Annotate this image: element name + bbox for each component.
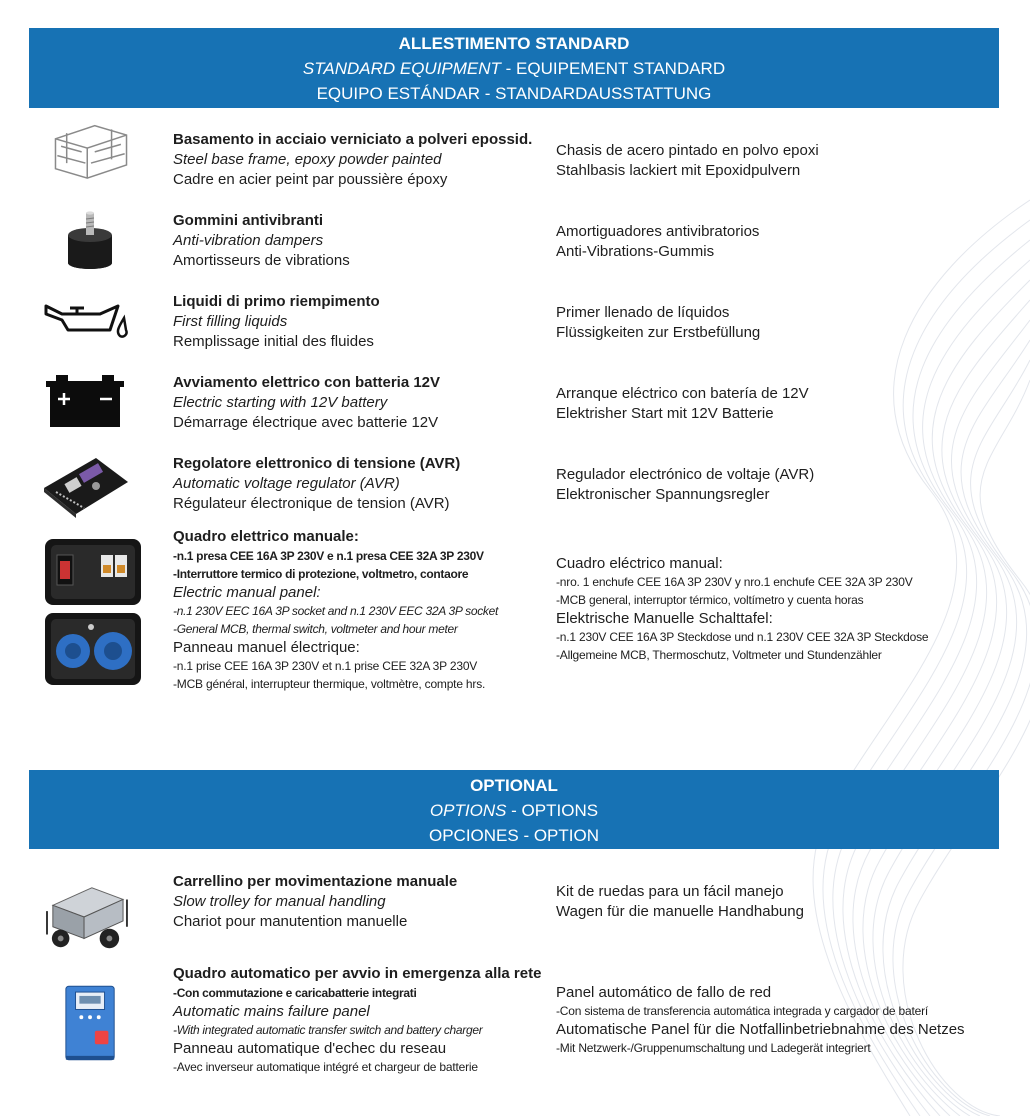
item-label-it: Avviamento elettrico con batteria 12V <box>173 374 441 391</box>
amf-title-fr: Panneau automatique d'echec du reseau <box>173 1040 447 1057</box>
item-label-it: Carrellino per movimentazione manuale <box>173 873 458 890</box>
amf-sub-de: -Mit Netzwerk-/Gruppenumschaltung und Ladegerät integriert <box>556 1041 871 1055</box>
panel-line-de-2: -Allgemeine MCB, Thermoschutz, Voltmeter und Stundenzähler <box>556 648 882 662</box>
item-label-es: Arranque eléctrico con batería de 12V <box>556 385 809 402</box>
steel-frame-icon <box>48 115 134 185</box>
item-label-es: Kit de ruedas para un fácil manejo <box>556 883 784 900</box>
amf-title-en: Automatic mains failure panel <box>173 1003 370 1020</box>
item-label-es: Primer llenado de líquidos <box>556 304 730 321</box>
panel-line-es-1: -nro. 1 enchufe CEE 16A 3P 230V y nro.1 enchufe CEE 32A 3P 230V <box>556 575 913 589</box>
banner-subtitle-2: EQUIPO ESTÁNDAR - STANDARDAUSSTATTUNG <box>316 84 712 103</box>
banner-subtitle-1: OPTIONS - OPTIONS <box>429 801 599 820</box>
panel-title-it: Quadro elettrico manuale: <box>173 528 359 545</box>
item-label-en: Slow trolley for manual handling <box>173 893 386 910</box>
item-label-de: Stahlbasis lackiert mit Epoxidpulvern <box>556 162 801 179</box>
item-label-es: Regulador electrónico de voltaje (AVR) <box>556 466 815 483</box>
item-label-fr: Cadre en acier peint par poussière époxy <box>173 171 448 188</box>
manual-panel-icon <box>43 537 143 687</box>
amf-sub-en: -With integrated automatic transfer switch and battery charger <box>173 1023 483 1037</box>
standard-equipment-banner <box>29 28 999 108</box>
banner-title: OPTIONAL <box>470 776 558 795</box>
panel-title-de: Elektrische Manuelle Schalttafel: <box>556 610 773 627</box>
panel-title-fr: Panneau manuel électrique: <box>173 639 360 656</box>
amf-title-it: Quadro automatico per avvio in emergenza alla rete <box>173 965 542 982</box>
banner-title: ALLESTIMENTO STANDARD <box>398 34 630 53</box>
item-label-es: Amortiguadores antivibratorios <box>556 223 760 240</box>
item-label-de: Flüssigkeiten zur Erstbefüllung <box>556 324 761 341</box>
item-label-en: Steel base frame, epoxy powder painted <box>173 151 442 168</box>
panel-title-en: Electric manual panel: <box>173 584 321 601</box>
panel-line-it-1: -n.1 presa CEE 16A 3P 230V e n.1 presa CEE 32A 3P 230V <box>173 549 484 563</box>
amf-sub-es: -Con sistema de transferencia automática integrada y cargador de baterí <box>556 1004 929 1018</box>
trolley-icon <box>40 878 132 956</box>
panel-line-en-1: -n.1 230V EEC 16A 3P socket and n.1 230V EEC 32A 3P socket <box>173 604 499 618</box>
optional-banner <box>29 770 999 849</box>
item-label-de: Elektronischer Spannungsregler <box>556 486 770 503</box>
item-label-it: Basamento in acciaio verniciato a polveri epossid. <box>173 131 533 148</box>
item-label-en: Anti-vibration dampers <box>173 232 324 249</box>
panel-line-en-2: -General MCB, thermal switch, voltmeter and hour meter <box>173 622 458 636</box>
panel-line-it-2: -Interruttore termico di protezione, voltmetro, contaore <box>173 567 469 581</box>
item-label-it: Gommini antivibranti <box>173 212 324 229</box>
item-label-fr: Régulateur électronique de tension (AVR) <box>173 495 450 512</box>
amf-title-de: Automatische Panel für die Notfallinbetriebnahme des Netzes <box>556 1021 965 1038</box>
item-label-it: Liquidi di primo riempimento <box>173 293 380 310</box>
item-label-de: Wagen für die manuelle Handhabung <box>556 903 804 920</box>
item-label-en: Automatic voltage regulator (AVR) <box>173 475 400 492</box>
item-label-de: Elektrisher Start mit 12V Batterie <box>556 405 774 422</box>
amf-panel-icon <box>62 982 120 1064</box>
amf-sub-it: -Con commutazione e caricabatterie integrati <box>173 986 417 1000</box>
item-label-fr: Démarrage électrique avec batterie 12V <box>173 414 439 431</box>
anti-vibration-damper-icon <box>44 205 136 273</box>
battery-icon <box>40 369 132 437</box>
item-label-fr: Chariot pour manutention manuelle <box>173 913 408 930</box>
item-label-it: Regolatore elettronico di tensione (AVR) <box>173 455 461 472</box>
panel-title-es: Cuadro eléctrico manual: <box>556 555 723 572</box>
panel-line-de-1: -n.1 230V CEE 16A 3P Steckdose und n.1 230V CEE 32A 3P Steckdose <box>556 630 929 644</box>
amf-title-es: Panel automático de fallo de red <box>556 984 772 1001</box>
banner-subtitle-1: STANDARD EQUIPMENT - EQUIPEMENT STANDARD <box>302 59 726 78</box>
panel-line-fr-1: -n.1 prise CEE 16A 3P 230V et n.1 prise CEE 32A 3P 230V <box>173 659 478 673</box>
banner-subtitle-2: OPCIONES - OPTION <box>428 826 600 845</box>
oil-can-icon <box>40 290 132 358</box>
item-label-es: Chasis de acero pintado en polvo epoxi <box>556 142 819 159</box>
avr-board-icon <box>40 452 132 520</box>
item-label-en: Electric starting with 12V battery <box>173 394 388 411</box>
item-label-fr: Amortisseurs de vibrations <box>173 252 350 269</box>
panel-line-fr-2: -MCB général, interrupteur thermique, voltmètre, compte hrs. <box>173 677 486 691</box>
item-label-de: Anti-Vibrations-Gummis <box>556 243 715 260</box>
item-label-en: First filling liquids <box>173 313 288 330</box>
amf-sub-fr: -Avec inverseur automatique intégré et chargeur de batterie <box>173 1060 478 1074</box>
item-label-fr: Remplissage initial des fluides <box>173 333 374 350</box>
panel-line-es-2: -MCB general, interruptor térmico, voltímetro y cuenta horas <box>556 593 864 607</box>
